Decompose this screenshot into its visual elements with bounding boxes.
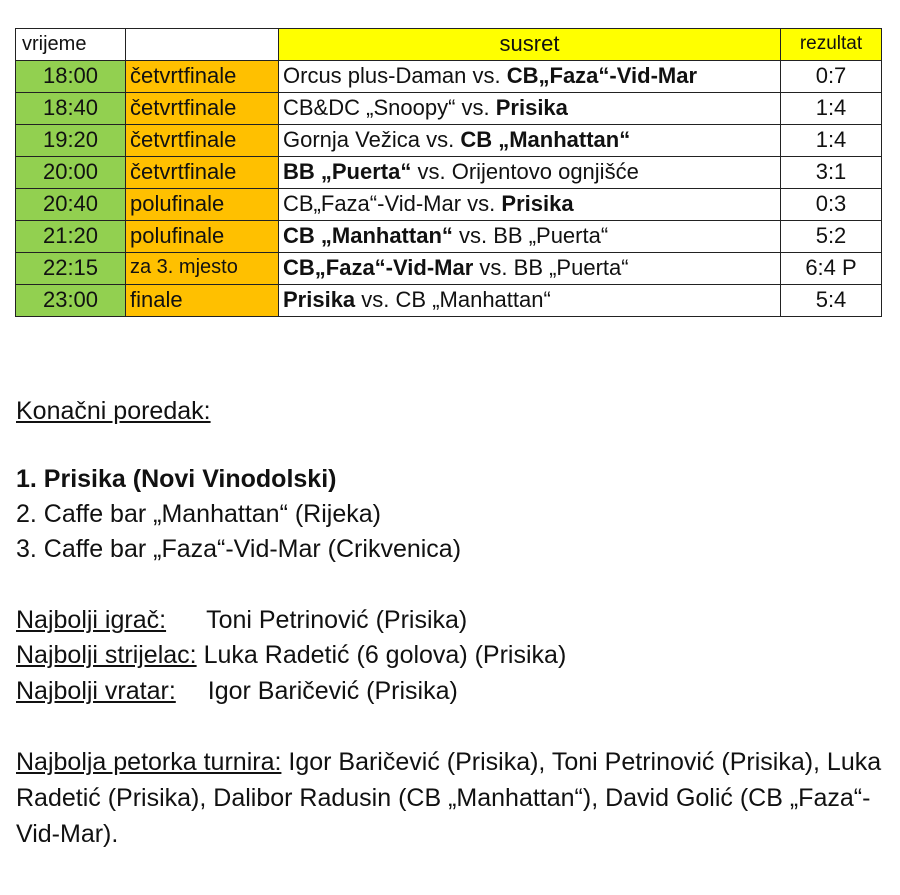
away-team: Prisika [501, 191, 574, 216]
award-label: Najbolji vratar: [16, 677, 176, 705]
away-team: BB „Puerta“ [493, 223, 609, 248]
home-team: Gornja Vežica [283, 127, 420, 152]
match-score: 6:4 P [781, 253, 882, 285]
match-time: 21:20 [16, 221, 126, 253]
match-pairing [279, 221, 781, 253]
versus-label: vs. [455, 95, 496, 120]
match-pairing [279, 125, 781, 157]
versus-label: vs. [461, 191, 502, 216]
table-row [16, 221, 882, 253]
match-time: 22:15 [16, 253, 126, 285]
home-team: CB „Manhattan“ [283, 223, 453, 248]
match-time: 18:40 [16, 93, 126, 125]
match-round: četvrtfinale [126, 157, 279, 189]
match-round: finale [126, 285, 279, 317]
table-row [16, 125, 882, 157]
match-pairing [279, 253, 781, 285]
home-team: BB „Puerta“ [283, 159, 412, 184]
best-team-value: Igor Baričević (Prisika), Toni Petrinović (Prisika), Luka Radetić (Prisika), Dalibor Radusin (CB „Manhattan“), David Golić (CB „Faza“-Vid-Mar). [16, 748, 882, 848]
match-pairing [279, 157, 781, 189]
table-row [16, 189, 882, 221]
schedule-table [15, 28, 882, 317]
home-team: Prisika [283, 287, 356, 312]
award-best-scorer [16, 638, 566, 672]
versus-label: vs. [473, 255, 514, 280]
match-time: 19:20 [16, 125, 126, 157]
match-score: 5:4 [781, 285, 882, 317]
standings-heading: Konačni poredak: [16, 397, 211, 425]
away-team: CB „Manhattan“ [395, 287, 551, 312]
award-label: Najbolji strijelac: [16, 641, 197, 669]
versus-label: vs. [452, 223, 494, 248]
away-team: CB„Faza“-Vid-Mar [506, 63, 698, 88]
away-team: Prisika [495, 95, 568, 120]
match-round: četvrtfinale [126, 125, 279, 157]
header-round [126, 29, 279, 61]
match-round: polufinale [126, 221, 279, 253]
header-match: susret [279, 29, 781, 61]
match-score: 3:1 [781, 157, 882, 189]
home-team: CB„Faza“-Vid-Mar [283, 191, 462, 216]
versus-label: vs. [466, 63, 507, 88]
match-round: za 3. mjesto [126, 253, 279, 285]
match-score: 1:4 [781, 125, 882, 157]
table-row [16, 93, 882, 125]
best-team-paragraph [16, 744, 884, 852]
table-row [16, 253, 882, 285]
match-round: četvrtfinale [126, 61, 279, 93]
match-round: polufinale [126, 189, 279, 221]
first-place: 1. Prisika (Novi Vinodolski) [16, 465, 337, 493]
home-team: CB&DC „Snoopy“ [283, 95, 456, 120]
match-pairing [279, 93, 781, 125]
home-team: Orcus plus-Daman [283, 63, 467, 88]
away-team: CB „Manhattan“ [460, 127, 631, 152]
match-time: 20:00 [16, 157, 126, 189]
award-best-goalkeeper [16, 674, 458, 708]
match-time: 18:00 [16, 61, 126, 93]
versus-label: vs. [419, 127, 461, 152]
match-score: 0:7 [781, 61, 882, 93]
award-value: Igor Baričević (Prisika) [207, 677, 458, 705]
away-team: BB „Puerta“ [513, 255, 629, 280]
versus-label: vs. [411, 159, 452, 184]
best-team-label: Najbolja petorka turnira: [16, 748, 282, 776]
award-value: Toni Petrinović (Prisika) [206, 606, 468, 634]
match-time: 23:00 [16, 285, 126, 317]
table-row [16, 61, 882, 93]
award-value: Luka Radetić (6 golova) (Prisika) [203, 641, 567, 669]
match-score: 0:3 [781, 189, 882, 221]
match-pairing [279, 189, 781, 221]
header-time: vrijeme [16, 29, 126, 61]
table-row [16, 157, 882, 189]
match-score: 1:4 [781, 93, 882, 125]
award-label: Najbolji igrač: [16, 606, 167, 634]
match-round: četvrtfinale [126, 93, 279, 125]
third-place: 3. Caffe bar „Faza“-Vid-Mar (Crikvenica) [16, 535, 462, 563]
table-row [16, 285, 882, 317]
match-score: 5:2 [781, 221, 882, 253]
home-team: CB„Faza“-Vid-Mar [283, 255, 474, 280]
table-header-row [16, 29, 882, 61]
header-score: rezultat [781, 29, 882, 61]
versus-label: vs. [355, 287, 396, 312]
match-time: 20:40 [16, 189, 126, 221]
second-place: 2. Caffe bar „Manhattan“ (Rijeka) [16, 500, 381, 528]
award-best-player [16, 603, 467, 637]
match-pairing [279, 285, 781, 317]
match-pairing [279, 61, 781, 93]
away-team: Orijentovo ognjišće [451, 159, 639, 184]
